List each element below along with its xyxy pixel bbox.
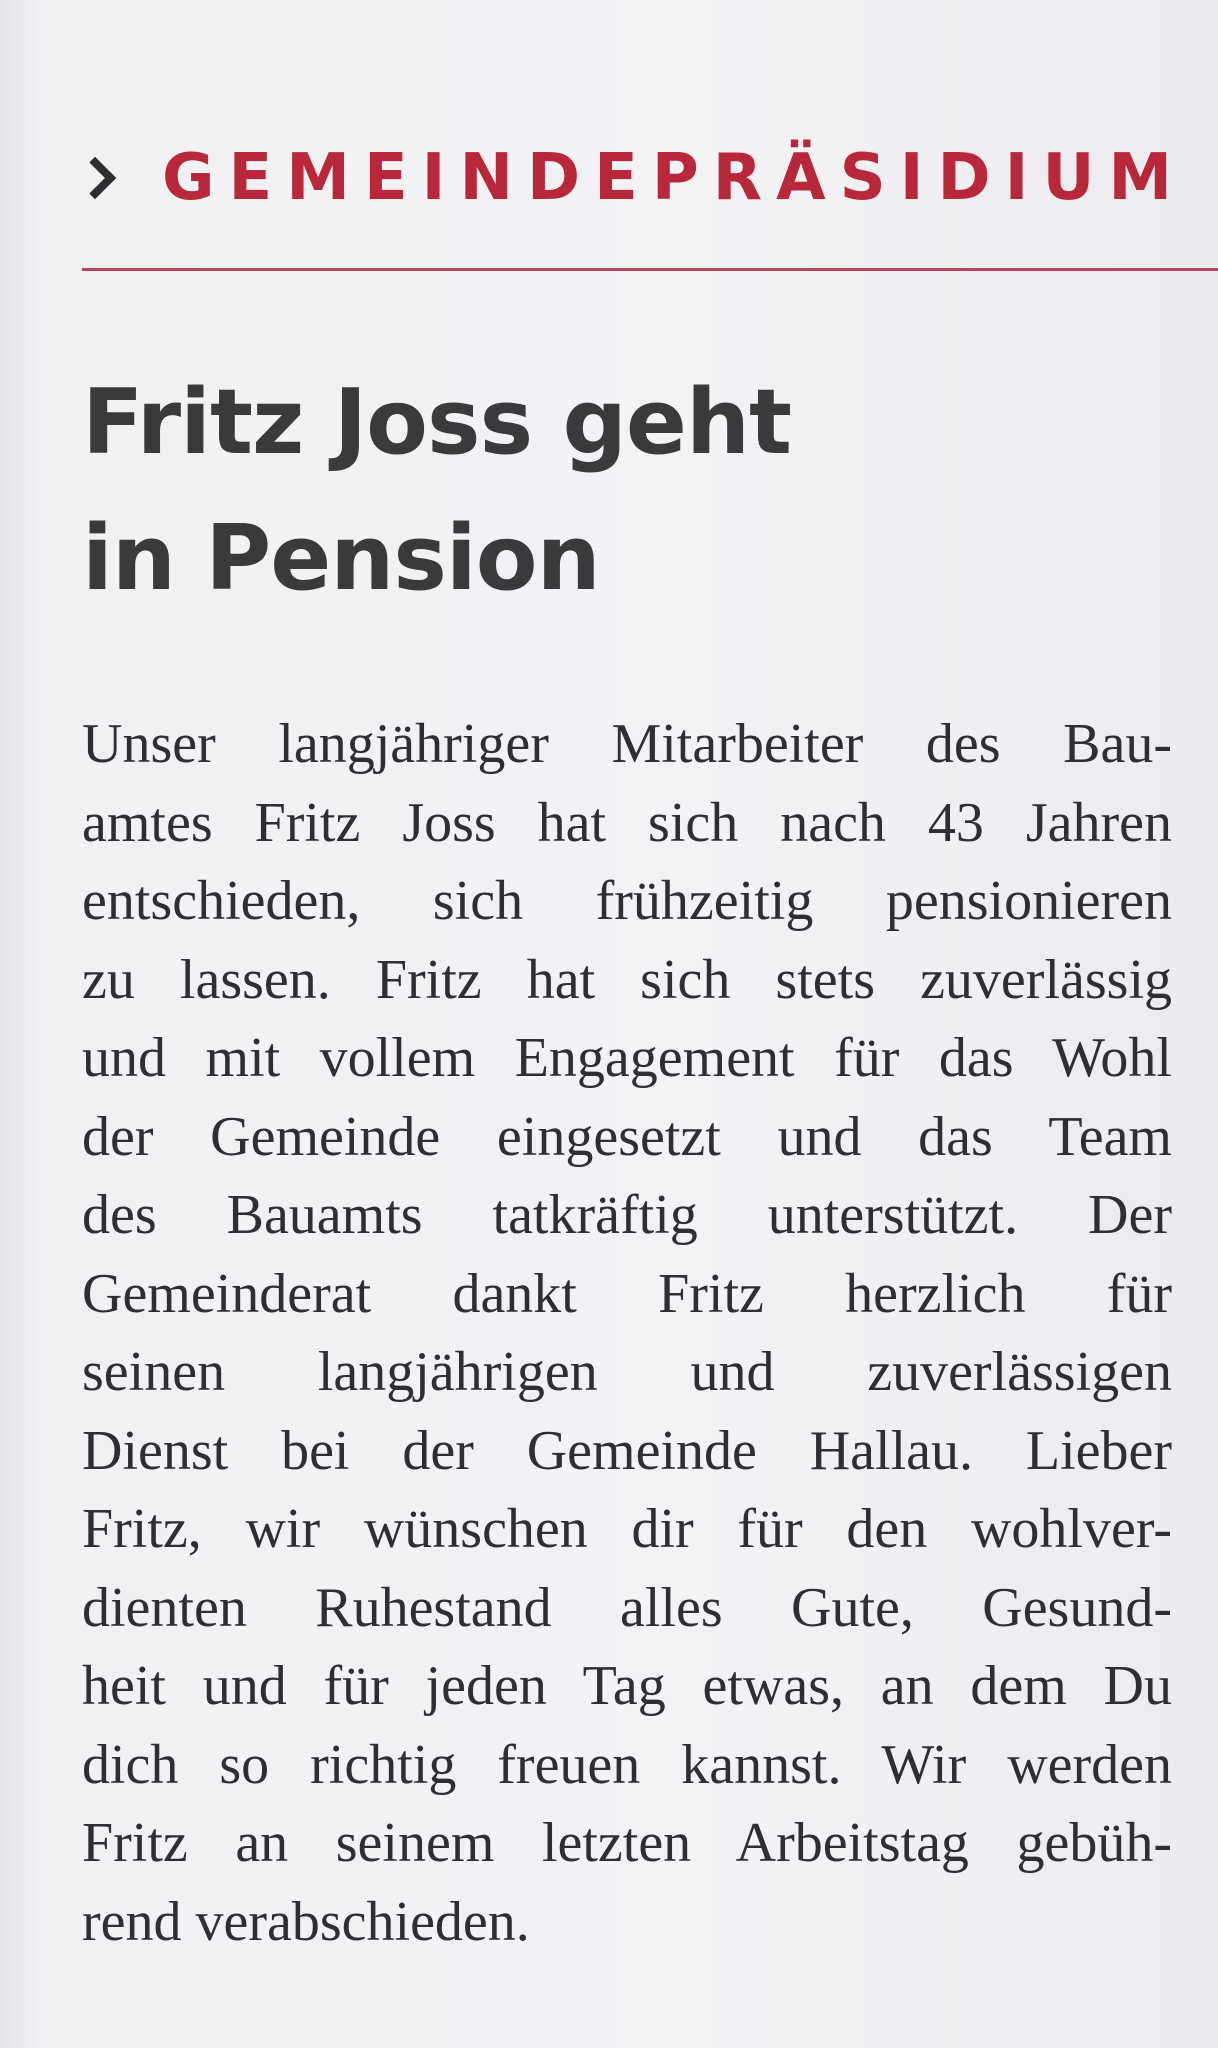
body-line: zu lassen. Fritz hat sich stets zuverlässig xyxy=(82,948,1172,1011)
chevron-right-icon xyxy=(74,157,116,199)
body-line: seinen langjährigen und zuverlässigen xyxy=(82,1341,1172,1403)
body-line: Fritz an seinem letzten Arbeitstag gebüh- xyxy=(82,1812,1172,1874)
body-line: der Gemeinde eingesetzt und das Team xyxy=(82,1105,1172,1168)
body-line: amtes Fritz Joss hat sich nach 43 Jahren xyxy=(82,791,1172,854)
body-line: Unser langjähriger Mitarbeiter des Bau- xyxy=(82,713,1172,775)
body-line: Dienst bei der Gemeinde Hallau. Lieber xyxy=(82,1419,1172,1482)
body-line: entschieden, sich frühzeitig pensionieren xyxy=(82,870,1172,932)
body-line: dich so richtig freuen kannst. Wir werden xyxy=(82,1733,1172,1796)
body-line: rend verabschieden. xyxy=(82,1890,530,1953)
body-line: Gemeinderat dankt Fritz herzlich für xyxy=(82,1262,1172,1325)
article-title-line: in Pension xyxy=(82,506,600,611)
body-line: dienten Ruhestand alles Gute, Gesund- xyxy=(82,1576,1172,1639)
body-line: des Bauamts tatkräftig unterstützt. Der xyxy=(82,1184,1172,1246)
article-title xyxy=(82,355,982,627)
body-line: heit und für jeden Tag etwas, an dem Du xyxy=(82,1655,1172,1717)
section-label: GEMEINDEPRÄSIDIUM xyxy=(162,141,1187,215)
article-title-line: Fritz Joss geht xyxy=(82,370,792,475)
body-line: und mit vollem Engagement für das Wohl xyxy=(82,1027,1172,1089)
article-body xyxy=(82,705,1172,1961)
section-kicker xyxy=(80,130,1186,226)
body-line: Fritz, wir wünschen dir für den wohlver- xyxy=(82,1498,1172,1560)
section-divider xyxy=(82,268,1218,271)
